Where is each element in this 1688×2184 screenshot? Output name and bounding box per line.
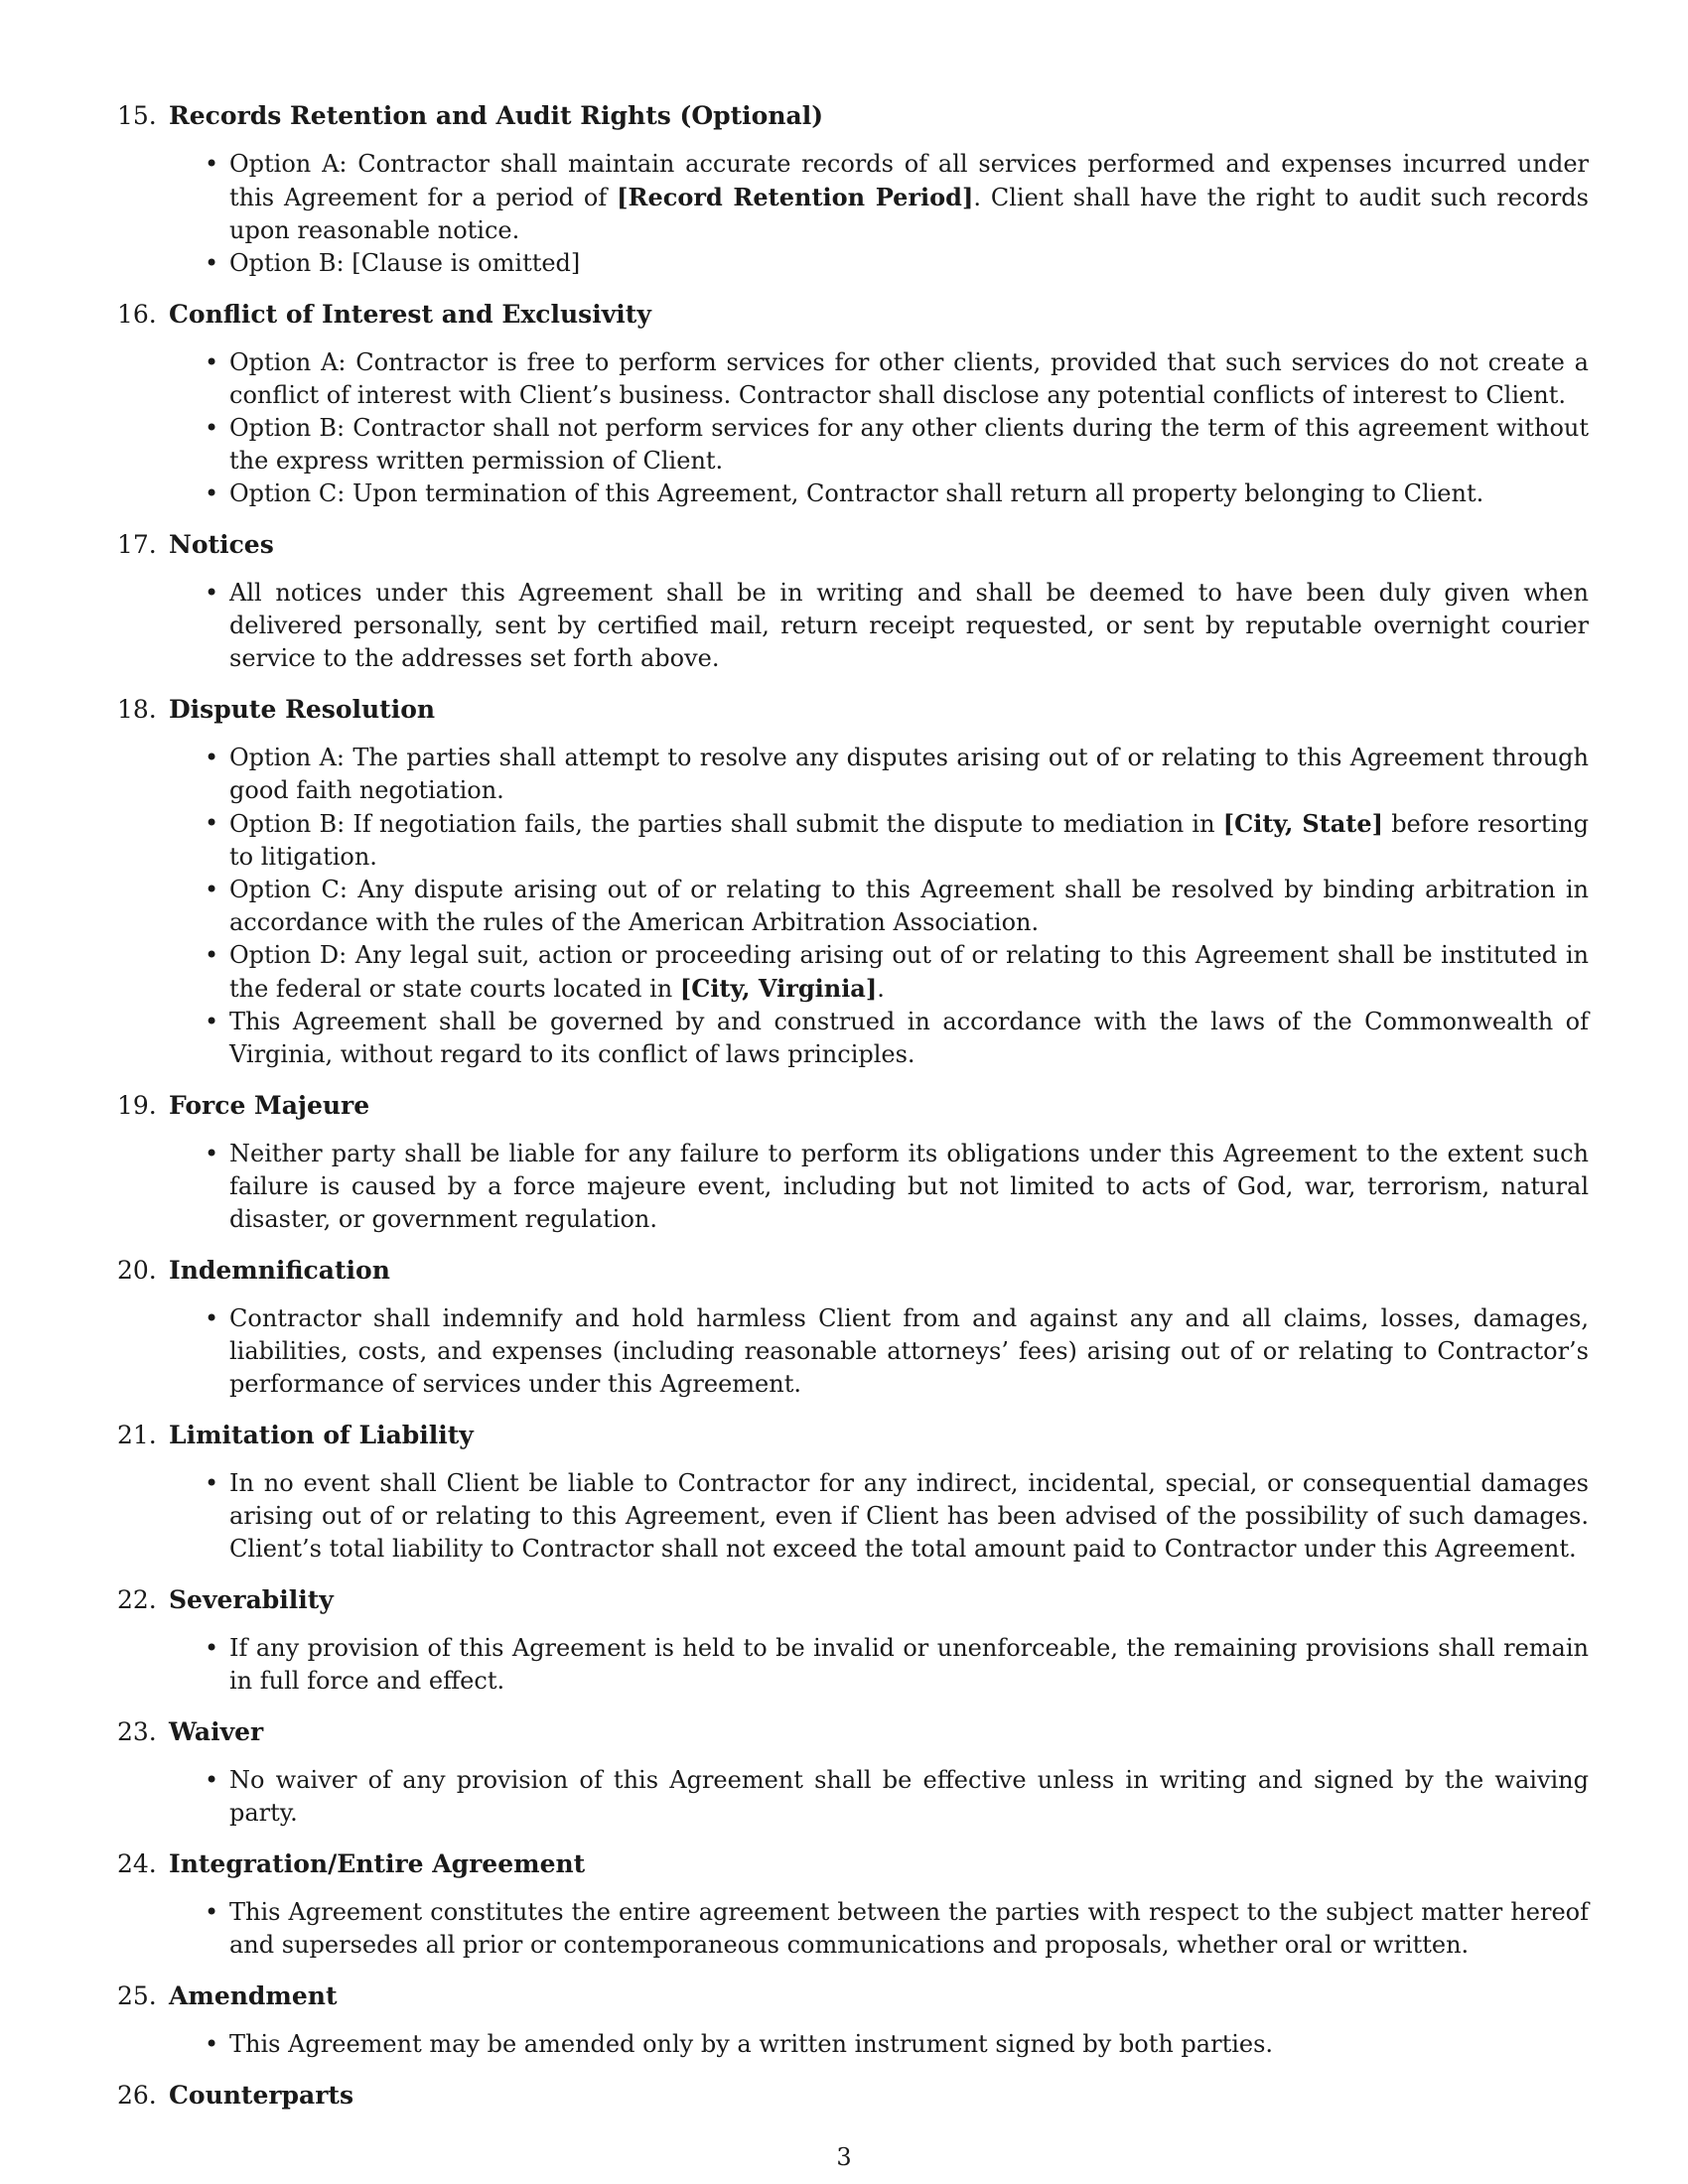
clause-number: 20. — [117, 1256, 157, 1285]
clause-bullet-item — [229, 412, 1589, 478]
clause-section — [117, 1254, 1589, 1401]
clause-heading — [117, 1089, 1589, 1122]
bullet-text: Option C: Any dispute arising out of or relating to this Agreement shall be resolved by binding arbitration in accordance with the rules of the American Arbitration Association. — [229, 876, 1589, 936]
clause-number: 21. — [117, 1421, 157, 1449]
placeholder-field: [Record Retention Period] — [617, 183, 974, 211]
clause-bullet-item — [229, 1302, 1589, 1401]
clause-bullet-item — [229, 874, 1589, 939]
clause-heading — [117, 2079, 1589, 2112]
clause-title: Waiver — [169, 1717, 264, 1746]
bullet-text: Option D: Any legal suit, action or proceeding arising out of or relating to this Agreement shall be instituted in the federal or state courts located in — [229, 941, 1589, 1003]
clause-heading — [117, 298, 1589, 331]
clause-section — [117, 1419, 1589, 1566]
clause-title: Counterparts — [169, 2081, 354, 2110]
bullet-text: Option B: [Clause is omitted] — [229, 249, 581, 277]
clause-bullet-item — [229, 742, 1589, 807]
clause-section — [117, 693, 1589, 1071]
clause-heading — [117, 1419, 1589, 1451]
clause-heading — [117, 1583, 1589, 1616]
clause-section — [117, 1089, 1589, 1236]
clause-section — [117, 99, 1589, 280]
clause-bullet-list — [117, 1302, 1589, 1401]
clause-heading — [117, 1847, 1589, 1880]
document-page — [117, 99, 1589, 2129]
clause-title: Records Retention and Audit Rights (Optional) — [169, 101, 824, 130]
clause-section — [117, 1979, 1589, 2061]
clause-bullet-item — [229, 247, 1589, 280]
clause-number: 23. — [117, 1717, 157, 1746]
clause-heading — [117, 693, 1589, 726]
clause-number: 26. — [117, 2081, 157, 2110]
bullet-text: Contractor shall indemnify and hold harmless Client from and against any and all claims, losses, damages, liabilities, costs, and expenses (including reasonable attorneys’ fees) arising out of or relating to Contractor’s performance of services under this Agreement. — [229, 1304, 1589, 1398]
clause-section — [117, 2079, 1589, 2112]
bullet-text-continued: before resorting to litigation. — [229, 810, 1590, 871]
clause-bullet-item — [229, 1764, 1589, 1830]
clause-bullet-list — [117, 742, 1589, 1071]
bullet-text-continued: . Client shall have the right to audit such records upon reasonable notice. — [229, 184, 1589, 244]
placeholder-field: [City, State] — [1222, 809, 1384, 838]
clause-bullet-list — [117, 577, 1589, 675]
bullet-text: Option A: Contractor is free to perform services for other clients, provided that such services do not create a conflict of interest with Client’s business. Contractor shall disclose any potential conflicts of interest to Client. — [229, 348, 1589, 409]
clause-bullet-list — [117, 346, 1589, 510]
bullet-text-continued: . — [877, 975, 885, 1003]
clause-number: 24. — [117, 1849, 157, 1878]
clause-number: 19. — [117, 1091, 157, 1120]
clause-bullet-list — [117, 2028, 1589, 2061]
clause-number: 16. — [117, 300, 157, 329]
clause-bullet-item — [229, 807, 1589, 874]
clause-bullet-item — [229, 1138, 1589, 1236]
bullet-text: In no event shall Client be liable to Contractor for any indirect, incidental, special, or consequential damages arising out of or relating to this Agreement, even if Client has been advised of the possibility of such damages. Client’s total liability to Contractor shall not exceed the total amount paid to Contractor under this Agreement. — [229, 1469, 1589, 1563]
clause-heading — [117, 1979, 1589, 2012]
page-number: 3 — [836, 2143, 852, 2171]
clause-section — [117, 298, 1589, 510]
bullet-text: If any provision of this Agreement is held to be invalid or unenforceable, the remaining provisions shall remain in full force and effect. — [229, 1634, 1589, 1695]
clause-title: Severability — [169, 1585, 334, 1614]
clause-bullet-list — [117, 1764, 1589, 1830]
clause-title: Conflict of Interest and Exclusivity — [169, 300, 651, 329]
bullet-text: Neither party shall be liable for any failure to perform its obligations under this Agreement to the extent such failure is caused by a force majeure event, including but not limited to acts of God, war, terrorism, natural disaster, or government regulation. — [229, 1140, 1589, 1233]
clause-number: 18. — [117, 695, 157, 724]
clause-bullet-item — [229, 1896, 1589, 1962]
clause-bullet-item — [229, 1006, 1589, 1071]
bullet-text: All notices under this Agreement shall be in writing and shall be deemed to have been duly given when delivered personally, sent by certified mail, return receipt requested, or sent by reputable overnight courier service to the addresses set forth above. — [229, 579, 1589, 672]
clause-bullet-item — [229, 478, 1589, 510]
clause-title: Force Majeure — [169, 1091, 370, 1120]
clause-heading — [117, 1254, 1589, 1287]
clause-title: Notices — [169, 530, 274, 559]
clause-heading — [117, 528, 1589, 561]
clause-bullet-item — [229, 939, 1589, 1006]
clause-bullet-list — [117, 1467, 1589, 1566]
clause-title: Indemnification — [169, 1256, 390, 1285]
clause-bullet-list — [117, 1896, 1589, 1962]
bullet-text: This Agreement shall be governed by and construed in accordance with the laws of the Commonwealth of Virginia, without regard to its conflict of laws principles. — [229, 1008, 1589, 1068]
clause-heading — [117, 99, 1589, 132]
placeholder-field: [City, Virginia] — [679, 974, 878, 1003]
clause-heading — [117, 1715, 1589, 1748]
clause-title: Integration/Entire Agreement — [169, 1849, 586, 1878]
clause-bullet-list — [117, 1138, 1589, 1236]
clause-section — [117, 1583, 1589, 1698]
bullet-text: Option B: Contractor shall not perform services for any other clients during the term of this agreement without the express written permission of Client. — [229, 414, 1589, 475]
bullet-text: Option C: Upon termination of this Agreement, Contractor shall return all property belonging to Client. — [229, 479, 1484, 507]
clause-number: 15. — [117, 101, 157, 130]
bullet-text: Option B: If negotiation fails, the parties shall submit the dispute to mediation in — [229, 810, 1223, 838]
clause-bullet-item — [229, 577, 1589, 675]
clause-title: Dispute Resolution — [169, 695, 436, 724]
clause-section — [117, 1847, 1589, 1962]
clause-number: 25. — [117, 1981, 157, 2010]
clause-title: Amendment — [169, 1981, 338, 2010]
clause-number: 17. — [117, 530, 157, 559]
bullet-text: This Agreement constitutes the entire agreement between the parties with respect to the subject matter hereof and supersedes all prior or contemporaneous communications and proposals, whether oral or written. — [229, 1898, 1589, 1959]
clause-bullet-item — [229, 1467, 1589, 1566]
clause-bullet-item — [229, 346, 1589, 412]
bullet-text: Option A: The parties shall attempt to resolve any disputes arising out of or relating to this Agreement through good faith negotiation. — [229, 744, 1589, 804]
bullet-text: This Agreement may be amended only by a written instrument signed by both parties. — [229, 2030, 1274, 2058]
clause-number: 22. — [117, 1585, 157, 1614]
bullet-text: No waiver of any provision of this Agreement shall be effective unless in writing and signed by the waiving party. — [229, 1766, 1589, 1827]
clause-section — [117, 1715, 1589, 1830]
clause-bullet-item — [229, 1632, 1589, 1698]
clause-bullet-item — [229, 2028, 1589, 2061]
clause-bullet-list — [117, 148, 1589, 280]
clause-bullet-list — [117, 1632, 1589, 1698]
clause-title: Limitation of Liability — [169, 1421, 474, 1449]
clause-bullet-item — [229, 148, 1589, 247]
clause-section — [117, 528, 1589, 675]
bullet-text: Option A: Contractor shall maintain accurate records of all services performed and expenses incurred under this Agreement for a period of — [229, 150, 1589, 211]
